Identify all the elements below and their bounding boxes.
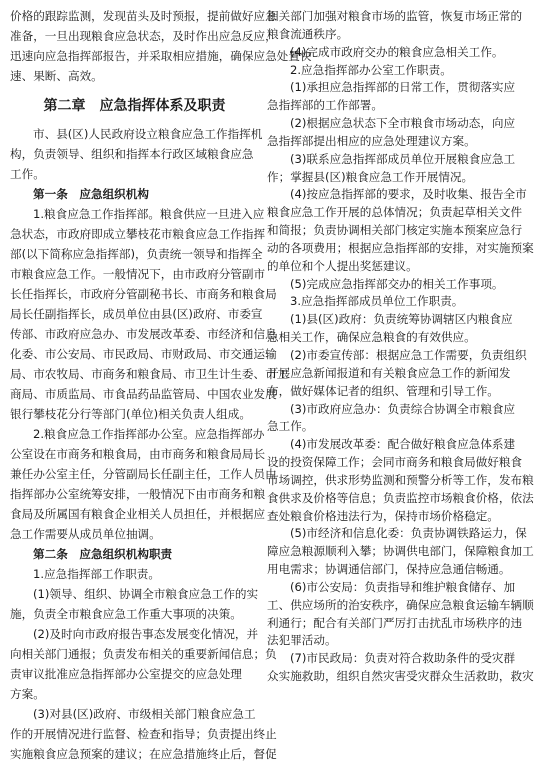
text-line: 工作。 <box>10 167 45 181</box>
text-line: 公室设在市商务和粮食局，由市商务和粮食局局长 <box>10 447 266 461</box>
text-line: (1)承担应急指挥部的日常工作，贯彻落实应 <box>290 80 516 94</box>
text-line: (4)完成市政府交办的粮食应急相关工作。 <box>290 45 504 59</box>
text-line: 作；掌握县(区)粮食应急工作开展情况。 <box>267 170 474 184</box>
text-line: 市粮食应急工作。一般情况下，由市政府分管副市 <box>10 267 266 281</box>
text-line: 动的各项费用；根据应急指挥部的安排，对实施预案 <box>267 241 534 255</box>
text-line: 市、县(区)人民政府设立粮食应急工作指挥机 <box>33 127 263 141</box>
text-line: 食局及所属国有粮食企业相关人员担任，并根据应 <box>10 507 266 521</box>
text-line: 工、供应场所的治安秩序，确保应急粮食运输车辆顺 <box>267 598 534 612</box>
text-line: 相关部门加强对粮食市场的监管，恢复市场正常的 <box>267 9 523 23</box>
text-line: 急工作需要从成员单位抽调。 <box>10 527 161 541</box>
text-line: 法犯罪活动。 <box>267 633 337 647</box>
text-line: 和简报；负责协调相关部门核定实施本预案应急行 <box>267 223 523 237</box>
text-line: 速、果断、高效。 <box>10 69 103 83</box>
text-line: 市场调控，供求形势监测和预警分析等工作，发布粮 <box>267 473 534 487</box>
text-line: 化委、市公安局、市民政局、市财政局、市交通运输 <box>10 347 277 361</box>
text-line: 构，负责领导、组织和指挥本行政区域粮食应急 <box>10 147 254 161</box>
text-line: 查处粮食价格违法行为，保持市场价格稳定。 <box>267 509 499 523</box>
text-line: (1)领导、组织、协调全市粮食应急工作的实 <box>33 587 259 601</box>
text-line: 食供求及价格等信息；负责监控市场粮食价格，依法 <box>267 491 534 505</box>
text-line: 银行攀枝花分行等部门(单位)相关负责人组成。 <box>10 407 251 421</box>
text-line: 急相关工作，确保应急粮食的有效供应。 <box>267 330 476 344</box>
text-line: (4)市发展改革委：配合做好粮食应急体系建 <box>290 437 516 451</box>
text-line: (7)市民政局：负责对符合救助条件的受灾群 <box>290 651 516 665</box>
text-line: 作的开展情况进行监督、检查和指导；负责提出终止 <box>10 727 277 741</box>
text-line: 粮食流通秩序。 <box>267 27 349 41</box>
text-line: 责审议批准应急指挥部办公室提交的应急处理 <box>10 667 242 681</box>
chapter-title: 第二章 应急指挥体系及职责 <box>43 98 226 114</box>
section-heading: 第二条 应急组织机构职责 <box>33 547 173 561</box>
text-line: 利通行；配合有关部门严厉打击扰乱市场秩序的违 <box>267 616 523 630</box>
text-line: 施，负责全市粮食应急工作重大事项的决策。 <box>10 607 242 621</box>
text-line: 3.应急指挥部成员单位工作职责。 <box>290 294 464 308</box>
text-line: 2.应急指挥部办公室工作职责。 <box>290 63 452 77</box>
text-line: (3)联系应急指挥部成员单位开展粮食应急工 <box>290 152 516 166</box>
text-line: 急指挥部提出相应的应急处理建议方案。 <box>267 134 476 148</box>
text-line: 局、市农牧局、市商务和粮食局、市卫生计生委、市工 <box>10 367 289 381</box>
text-line: 1.应急指挥部工作职责。 <box>33 567 160 581</box>
right-column <box>267 0 534 684</box>
section-heading: 第一条 应急组织机构 <box>33 187 149 201</box>
text-line: 向相关部门通报；负责发布相关的重要新闻信息；负 <box>10 647 277 661</box>
text-line: (6)市公安局：负责指导和维护粮食储存、加 <box>290 580 516 594</box>
text-line: (4)按应急指挥部的要求，及时收集、报告全市 <box>290 187 527 201</box>
text-line: 指挥部办公室统筹安排，一般情况下由市商务和粮 <box>10 487 266 501</box>
text-line: 准备，一旦出现粮食应急状态，及时作出应急反应， <box>10 29 277 43</box>
text-line: 用电需求；协调通信部门，保持应急通信畅通。 <box>267 562 511 576</box>
text-line: (5)市经济和信息化委：负责协调铁路运力，保 <box>290 526 527 540</box>
text-line: 众实施救助，组织自然灾害受灾群众生活救助，救灾 <box>267 669 534 683</box>
text-line: 实施粮食应急预案的建议；在应急措施终止后，督促 <box>10 747 277 761</box>
text-line: (2)及时向市政府报告事态发展变化情况，并 <box>33 627 259 641</box>
text-line: (3)市政府应急办：负责综合协调全市粮食应 <box>290 402 516 416</box>
text-line: 长任指挥长，市政府分管副秘书长、市商务和粮食局 <box>10 287 277 301</box>
text-line: 兼任办公室主任，分管副局长任副主任，工作人员由 <box>10 467 277 481</box>
text-line: 急状态，市政府即成立攀枝花市粮食应急工作指挥 <box>10 227 266 241</box>
text-line: 急工作。 <box>267 419 314 433</box>
text-line: 传部、市政府应急办、市发展改革委、市经济和信息 <box>10 327 277 341</box>
text-line: 布，做好媒体记者的组织、管理和引导工作。 <box>267 384 499 398</box>
text-line: (3)对县(区)政府、市级相关部门粮食应急工 <box>33 707 256 721</box>
text-line: 局长任副指挥长，成员单位由县(区)政府、市委宣 <box>10 307 263 321</box>
text-line: 部(以下简称应急指挥部)，负责统一领导和指挥全 <box>10 247 263 261</box>
text-line: 方案。 <box>10 687 45 701</box>
text-line: (2)市委宣传部：根据应急工作需要，负责组织 <box>290 348 527 362</box>
text-line: (2)根据应急状态下全市粮食市场动态，向应 <box>290 116 516 130</box>
text-line: 价格的跟踪监测，发现苗头及时预报，提前做好应急 <box>10 9 277 23</box>
text-line: 开展应急新闻报道和有关粮食应急工作的新闻发 <box>267 366 511 380</box>
text-line: 的单位和个人提出奖惩建议。 <box>267 259 418 273</box>
text-line: 急指挥部的工作部署。 <box>267 98 383 112</box>
text-line: (5)完成应急指挥部交办的相关工作事项。 <box>290 277 504 291</box>
text-line: 障应急粮源顺利入攀；协调供电部门，保障粮食加工 <box>267 544 534 558</box>
text-line: 1.粮食应急工作指挥部。粮食供应一旦进入应 <box>33 207 265 221</box>
text-line: 2.粮食应急工作指挥部办公室。应急指挥部办 <box>33 427 265 441</box>
text-line: 商局、市质监局、市食品药品监管局、中国农业发展 <box>10 387 277 401</box>
text-line: (1)县(区)政府：负责统筹协调辖区内粮食应 <box>290 312 513 326</box>
text-line: 迅速向应急指挥部报告，并采取相应措施，确保应急处置快 <box>10 49 312 63</box>
text-line: 设的投资保障工作；会同市商务和粮食局做好粮食 <box>267 455 523 469</box>
text-line: 粮食应急工作开展的总体情况；负责起草相关文件 <box>267 205 523 219</box>
